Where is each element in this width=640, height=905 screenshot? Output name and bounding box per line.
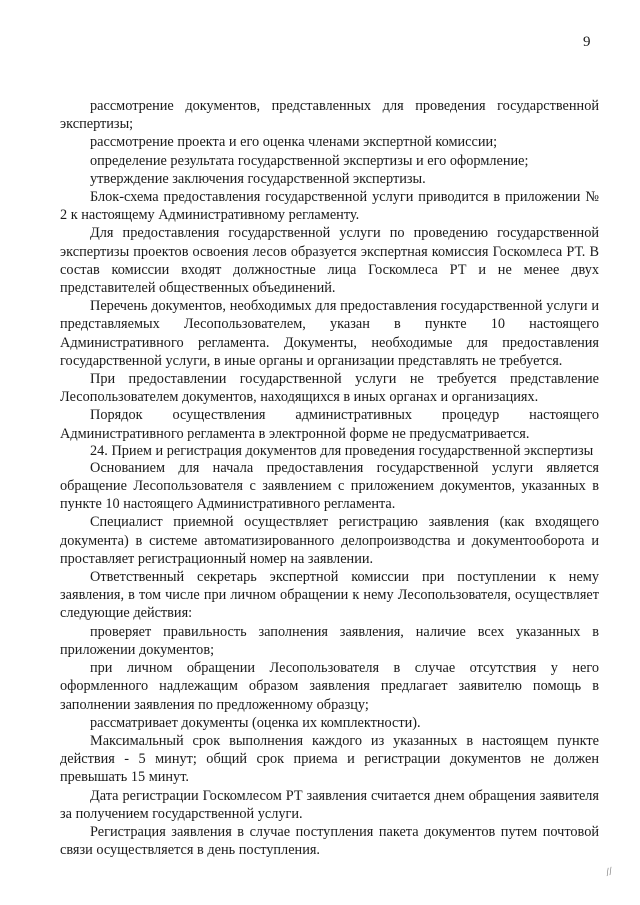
paragraph: Дата регистрации Госкомлесом РТ заявления считается днем обращения заявителя за получением государственной услуги. (60, 787, 599, 822)
handwritten-mark: // (604, 865, 614, 879)
paragraph: рассмотрение документов, представленных для проведения государственной экспертизы; (60, 98, 599, 133)
paragraph: Блок-схема предоставления государственной услуги приводится в приложении № 2 к настоящему Административному регламенту. (60, 189, 599, 224)
section-heading: 24. Прием и регистрация документов для проведения государственной экспертизы (90, 442, 594, 459)
paragraph: Основанием для начала предоставления государственной услуги является обращение Лесопользователя с заявлением с приложением документов, указанных в пункте 10 настоящего Административного регламента. (60, 459, 599, 513)
paragraph: рассмотрение проекта и его оценка членами экспертной комиссии; (90, 134, 498, 151)
paragraph: проверяет правильность заполнения заявления, наличие всех указанных в приложении документов; (60, 623, 599, 658)
page-number: 9 (583, 34, 591, 50)
paragraph: рассматривает документы (оценка их комплектности). (90, 714, 421, 731)
paragraph: Регистрация заявления в случае поступления пакета документов путем почтовой связи осуществляется в день поступления. (60, 823, 599, 859)
paragraph: Для предоставления государственной услуги по проведению государственной экспертизы проектов освоения лесов образуется экспертная комиссия Госкомлеса РТ. В состав комиссии входят должностные лица Госкомлеса РТ и не менее двух представителей общественных объединений. (60, 225, 599, 297)
paragraph: Порядок осуществления административных процедур настоящего Административного регламента в электронной форме не предусматривается. (60, 407, 599, 442)
paragraph: Перечень документов, необходимых для предоставления государственной услуги и представляемых Лесопользователем, указан в пункте 10 настоящего Административного регламента. Документы, необходимые для предоставления государственной услуги, в иные органы и организации представлять не требуется. (60, 298, 599, 369)
paragraph: утверждение заключения государственной экспертизы. (90, 170, 426, 187)
paragraph: Максимальный срок выполнения каждого из указанных в настоящем пункте действия - 5 минут; общий срок приема и регистрации документов не должен превышать 15 минут. (60, 732, 599, 786)
paragraph: при личном обращении Лесопользователя в случае отсутствия у него оформленного надлежащим образом заявления предлагает заявителю помощь в заполнении заявления по предложенному образцу; (60, 660, 599, 713)
paragraph: При предоставлении государственной услуги не требуется представление Лесопользователем документов, находящихся в иных органах и организациях. (60, 371, 599, 406)
document-body (60, 97, 599, 859)
paragraph: определение результата государственной экспертизы и его оформление; (90, 152, 529, 169)
paragraph: Специалист приемной осуществляет регистрацию заявления (как входящего документа) в системе автоматизированного делопроизводства и документооборота и проставляет регистрационный номер на заявлении. (60, 514, 599, 567)
paragraph: Ответственный секретарь экспертной комиссии при поступлении к нему заявления, в том числе при личном обращении к нему Лесопользователя, осуществляет следующие действия: (60, 569, 599, 622)
